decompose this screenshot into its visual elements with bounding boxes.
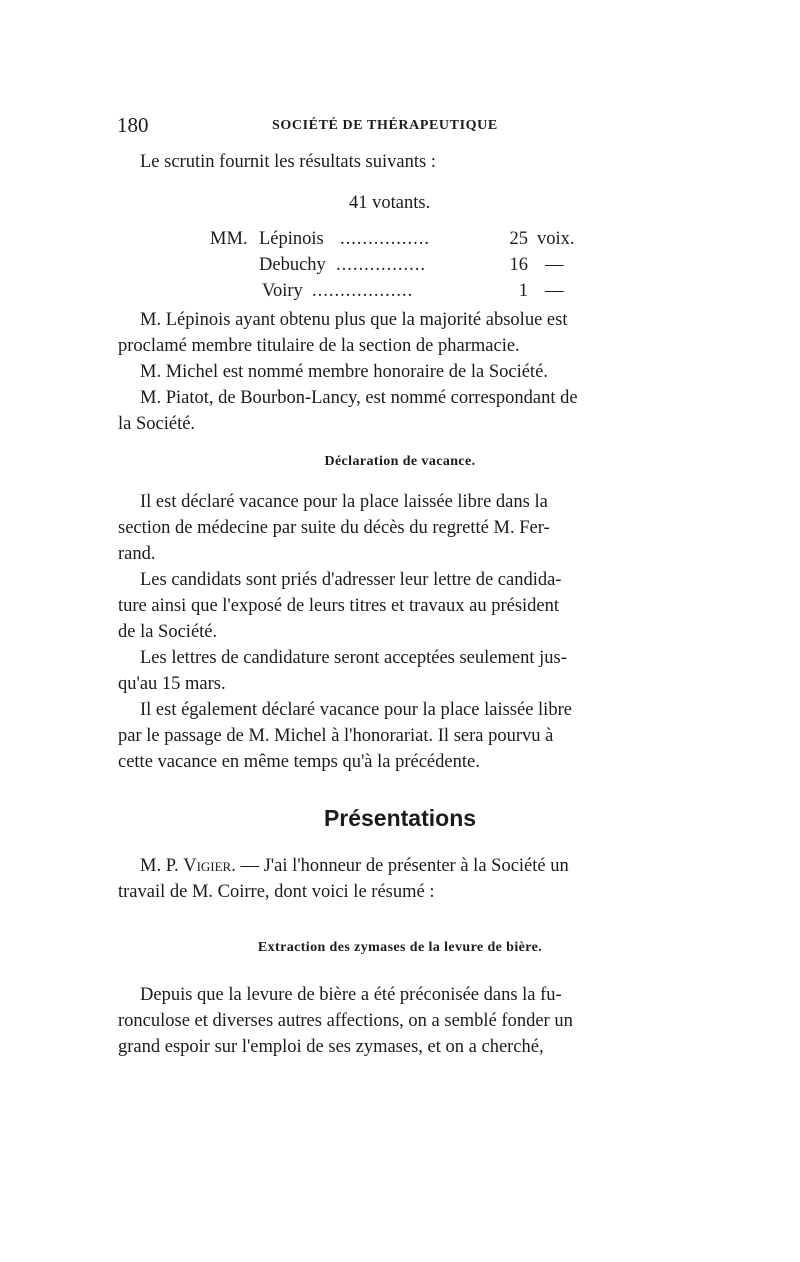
vacance-line: section de médecine par suite du décès du regretté M. Fer- <box>118 518 550 538</box>
vacance-line: Les candidats sont priés d'adresser leur lettre de candida- <box>140 570 562 590</box>
scrutin-intro: Le scrutin fournit les résultats suivants : <box>140 152 436 172</box>
presentation-line: grand espoir sur l'emploi de ses zymases, et on a cherché, <box>118 1037 544 1057</box>
presentation-text: — J'ai l'honneur de présenter à la Société un <box>240 856 569 876</box>
vacance-heading: Déclaration de vacance. <box>324 454 476 469</box>
candidate-unit: — <box>545 281 564 301</box>
candidate-unit: — <box>545 255 564 275</box>
vacance-line: de la Société. <box>118 622 218 642</box>
vacance-line: qu'au 15 mars. <box>118 674 226 694</box>
leader-dots: ................ <box>340 229 430 249</box>
votants-line: 41 votants. <box>349 193 431 213</box>
running-title: SOCIÉTÉ DE THÉRAPEUTIQUE <box>272 118 498 133</box>
speaker-prefix: M. P. <box>140 856 179 876</box>
result-line: la Société. <box>118 414 196 434</box>
leader-dots: .................. <box>312 281 414 301</box>
presentation-line <box>140 856 569 877</box>
candidate-count: 25 <box>509 229 528 249</box>
vacance-line: par le passage de M. Michel à l'honorariat. Il sera pourvu à <box>118 726 554 746</box>
candidate-unit: voix. <box>537 229 575 249</box>
result-line: M. Lépinois ayant obtenu plus que la majorité absolue est <box>140 310 568 330</box>
vacance-line: rand. <box>118 544 156 564</box>
vacance-line: ture ainsi que l'exposé de leurs titres et travaux au président <box>118 596 560 616</box>
presentation-line: Depuis que la levure de bière a été préconisée dans la fu- <box>140 985 562 1005</box>
vacance-line: Il est également déclaré vacance pour la place laissée libre <box>140 700 572 720</box>
vacance-line: cette vacance en même temps qu'à la précédente. <box>118 752 480 772</box>
candidate-count: 16 <box>509 255 528 275</box>
candidate-count: 1 <box>518 281 528 301</box>
vacance-line: Les lettres de candidature seront acceptées seulement jus- <box>140 648 567 668</box>
candidate-name: Lépinois <box>259 229 324 249</box>
leader-dots: ................ <box>336 255 426 275</box>
vote-prefix: MM. <box>210 229 248 249</box>
candidate-name: Debuchy <box>259 255 326 275</box>
vacance-line: Il est déclaré vacance pour la place laissée libre dans la <box>140 492 548 512</box>
result-line: M. Michel est nommé membre honoraire de la Société. <box>140 362 548 382</box>
presentation-line: ronculose et diverses autres affections, on a semblé fonder un <box>118 1011 573 1031</box>
result-line: proclamé membre titulaire de la section de pharmacie. <box>118 336 520 356</box>
page-number: 180 <box>117 113 149 137</box>
result-line: M. Piatot, de Bourbon-Lancy, est nommé correspondant de <box>140 388 578 408</box>
presentation-line: travail de M. Coirre, dont voici le résumé : <box>118 882 435 902</box>
speaker-name: Vigier. <box>183 856 236 876</box>
candidate-name: Voiry <box>262 281 303 301</box>
section-title: Présentations <box>323 805 477 831</box>
extraction-subheading: Extraction des zymases de la levure de bière. <box>257 940 543 955</box>
